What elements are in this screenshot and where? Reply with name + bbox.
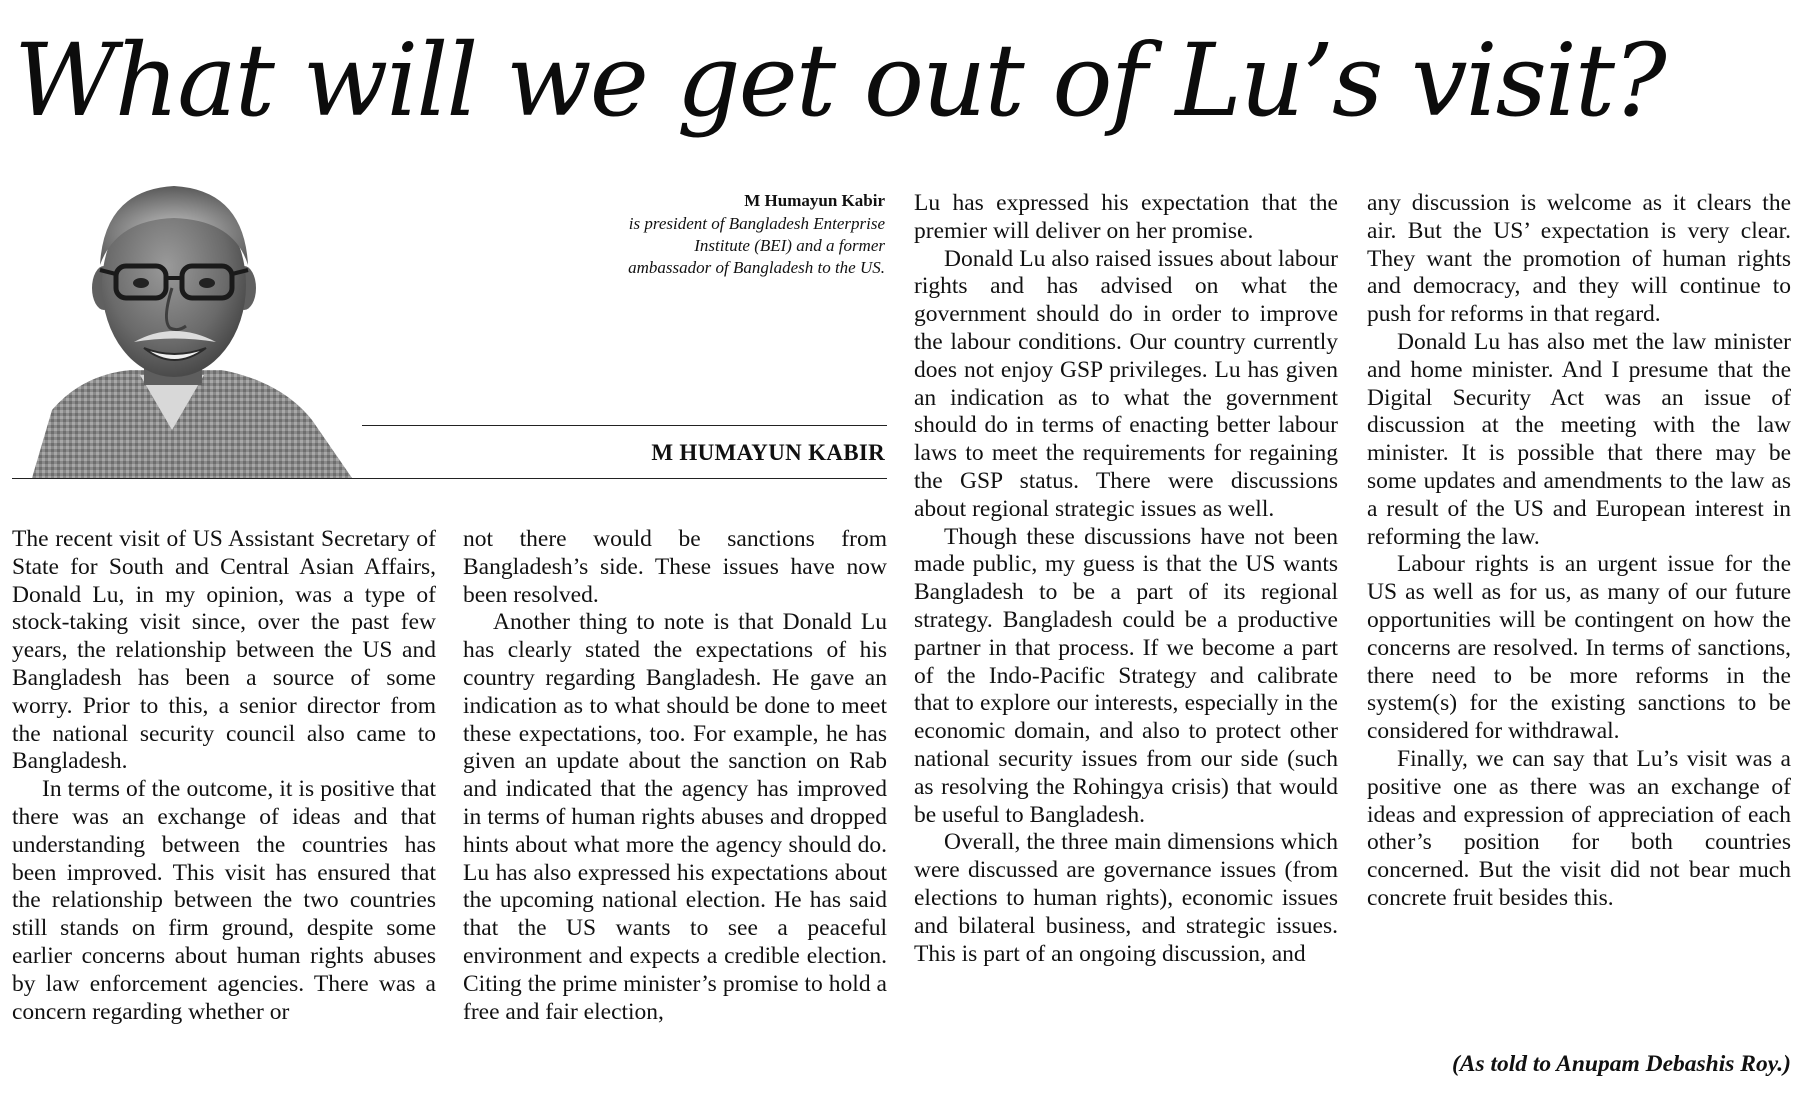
paragraph: Donald Lu has also met the law minister and home minister. And I presume that the Digital Security Act was an issue of discussion at the meeting with the law minister. It is possible that there may be some updates and amendments to the law as a result of the US and European interest in reforming the law.	[1367, 328, 1791, 550]
headline: What will we get out of Lu’s visit?	[14, 22, 1665, 139]
interview-credit: (As told to Anupam Debashis Roy.)	[1451, 1051, 1791, 1077]
byline-bottom-rule	[12, 478, 887, 479]
paragraph: Lu has expressed his expectation that the premier will deliver on her promise.	[914, 190, 1338, 244]
paragraph: Overall, the three main dimensions which were discussed are governance issues (from elections to human rights), economic issues and bilateral business, and strategic issues. This is part of an ongoing discussion, and	[914, 829, 1338, 967]
article-column-3	[914, 190, 1338, 968]
bio-line: is president of Bangladesh Enterprise	[628, 214, 885, 233]
paragraph: The recent visit of US Assistant Secretary of State for South and Central Asian Affairs, Donald Lu, in my opinion, was a type of stock-taking visit since, over the past few years, the relationship between the US and Bangladesh has been a source of some worry. Prior to this, a senior director from the national security council also came to Bangladesh.	[12, 526, 436, 775]
paragraph: Labour rights is an urgent issue for the US as well as for us, as many of our future opportunities will be contingent on how the concerns are resolved. In terms of sanctions, there need to be more reforms in the system(s) for the existing sanctions to be considered for withdrawal.	[1367, 551, 1791, 745]
paragraph: any discussion is welcome as it clears the air. But the US’ expectation is very clear. They want the promotion of human rights and democracy, and they will continue to push for reforms in that regard.	[1367, 190, 1791, 328]
byline-top-rule	[362, 425, 887, 426]
byline: M HUMAYUN KABIR	[651, 440, 885, 465]
article-column-2	[463, 526, 887, 1026]
author-photo	[12, 170, 362, 478]
bio-name: M Humayun Kabir	[744, 191, 885, 210]
bio-line: Institute (BEI) and a former	[694, 236, 885, 255]
bio-line: ambassador of Bangladesh to the US.	[628, 258, 885, 277]
author-bio	[380, 190, 885, 279]
paragraph: Donald Lu also raised issues about labour rights and has advised on what the government should do in order to improve the labour conditions. Our country currently does not enjoy GSP privileges. Lu has given an indication as to what the government should do in terms of enacting better labour laws to meet the requirements for regaining the GSP status. There were discussions about regional strategic issues as well.	[914, 245, 1338, 522]
paragraph: Another thing to note is that Donald Lu has clearly stated the expectations of his country regarding Bangladesh. He gave an indication as to what should be done to meet these expectations, too. For example, he has given an update about the sanction on Rab and indicated that the agency has improved in terms of human rights abuses and dropped hints about what more the agency should do. Lu has also expressed his expectations about the upcoming national election. He has said that the US wants to see a peaceful environment and expects a credible election. Citing the prime minister’s promise to hold a free and fair election,	[463, 609, 887, 1025]
article-column-4	[1367, 190, 1791, 913]
paragraph: In terms of the outcome, it is positive that there was an exchange of ideas and that understanding between the countries has been improved. This visit has ensured that the relationship between the two countries still stands on firm ground, despite some earlier concerns about human rights abuses by law enforcement agencies. There was a concern regarding whether or	[12, 776, 436, 1025]
article-column-1	[12, 526, 436, 1026]
paragraph: Though these discussions have not been made public, my guess is that the US wants Bangladesh to be a part of its regional strategy. Bangladesh could be a productive partner in that process. If we become a part of the Indo-Pacific Strategy and calibrate that to explore our interests, especially in the economic domain, and also to protect other national security issues from our side (such as resolving the Rohingya crisis) that would be useful to Bangladesh.	[914, 523, 1338, 828]
paragraph: Finally, we can say that Lu’s visit was a positive one as there was an exchange of ideas and expression of appreciation of each other’s position for both countries concerned. But the visit did not bear much concrete fruit besides this.	[1367, 745, 1791, 911]
paragraph: not there would be sanctions from Bangladesh’s side. These issues have now been resolved.	[463, 526, 887, 608]
